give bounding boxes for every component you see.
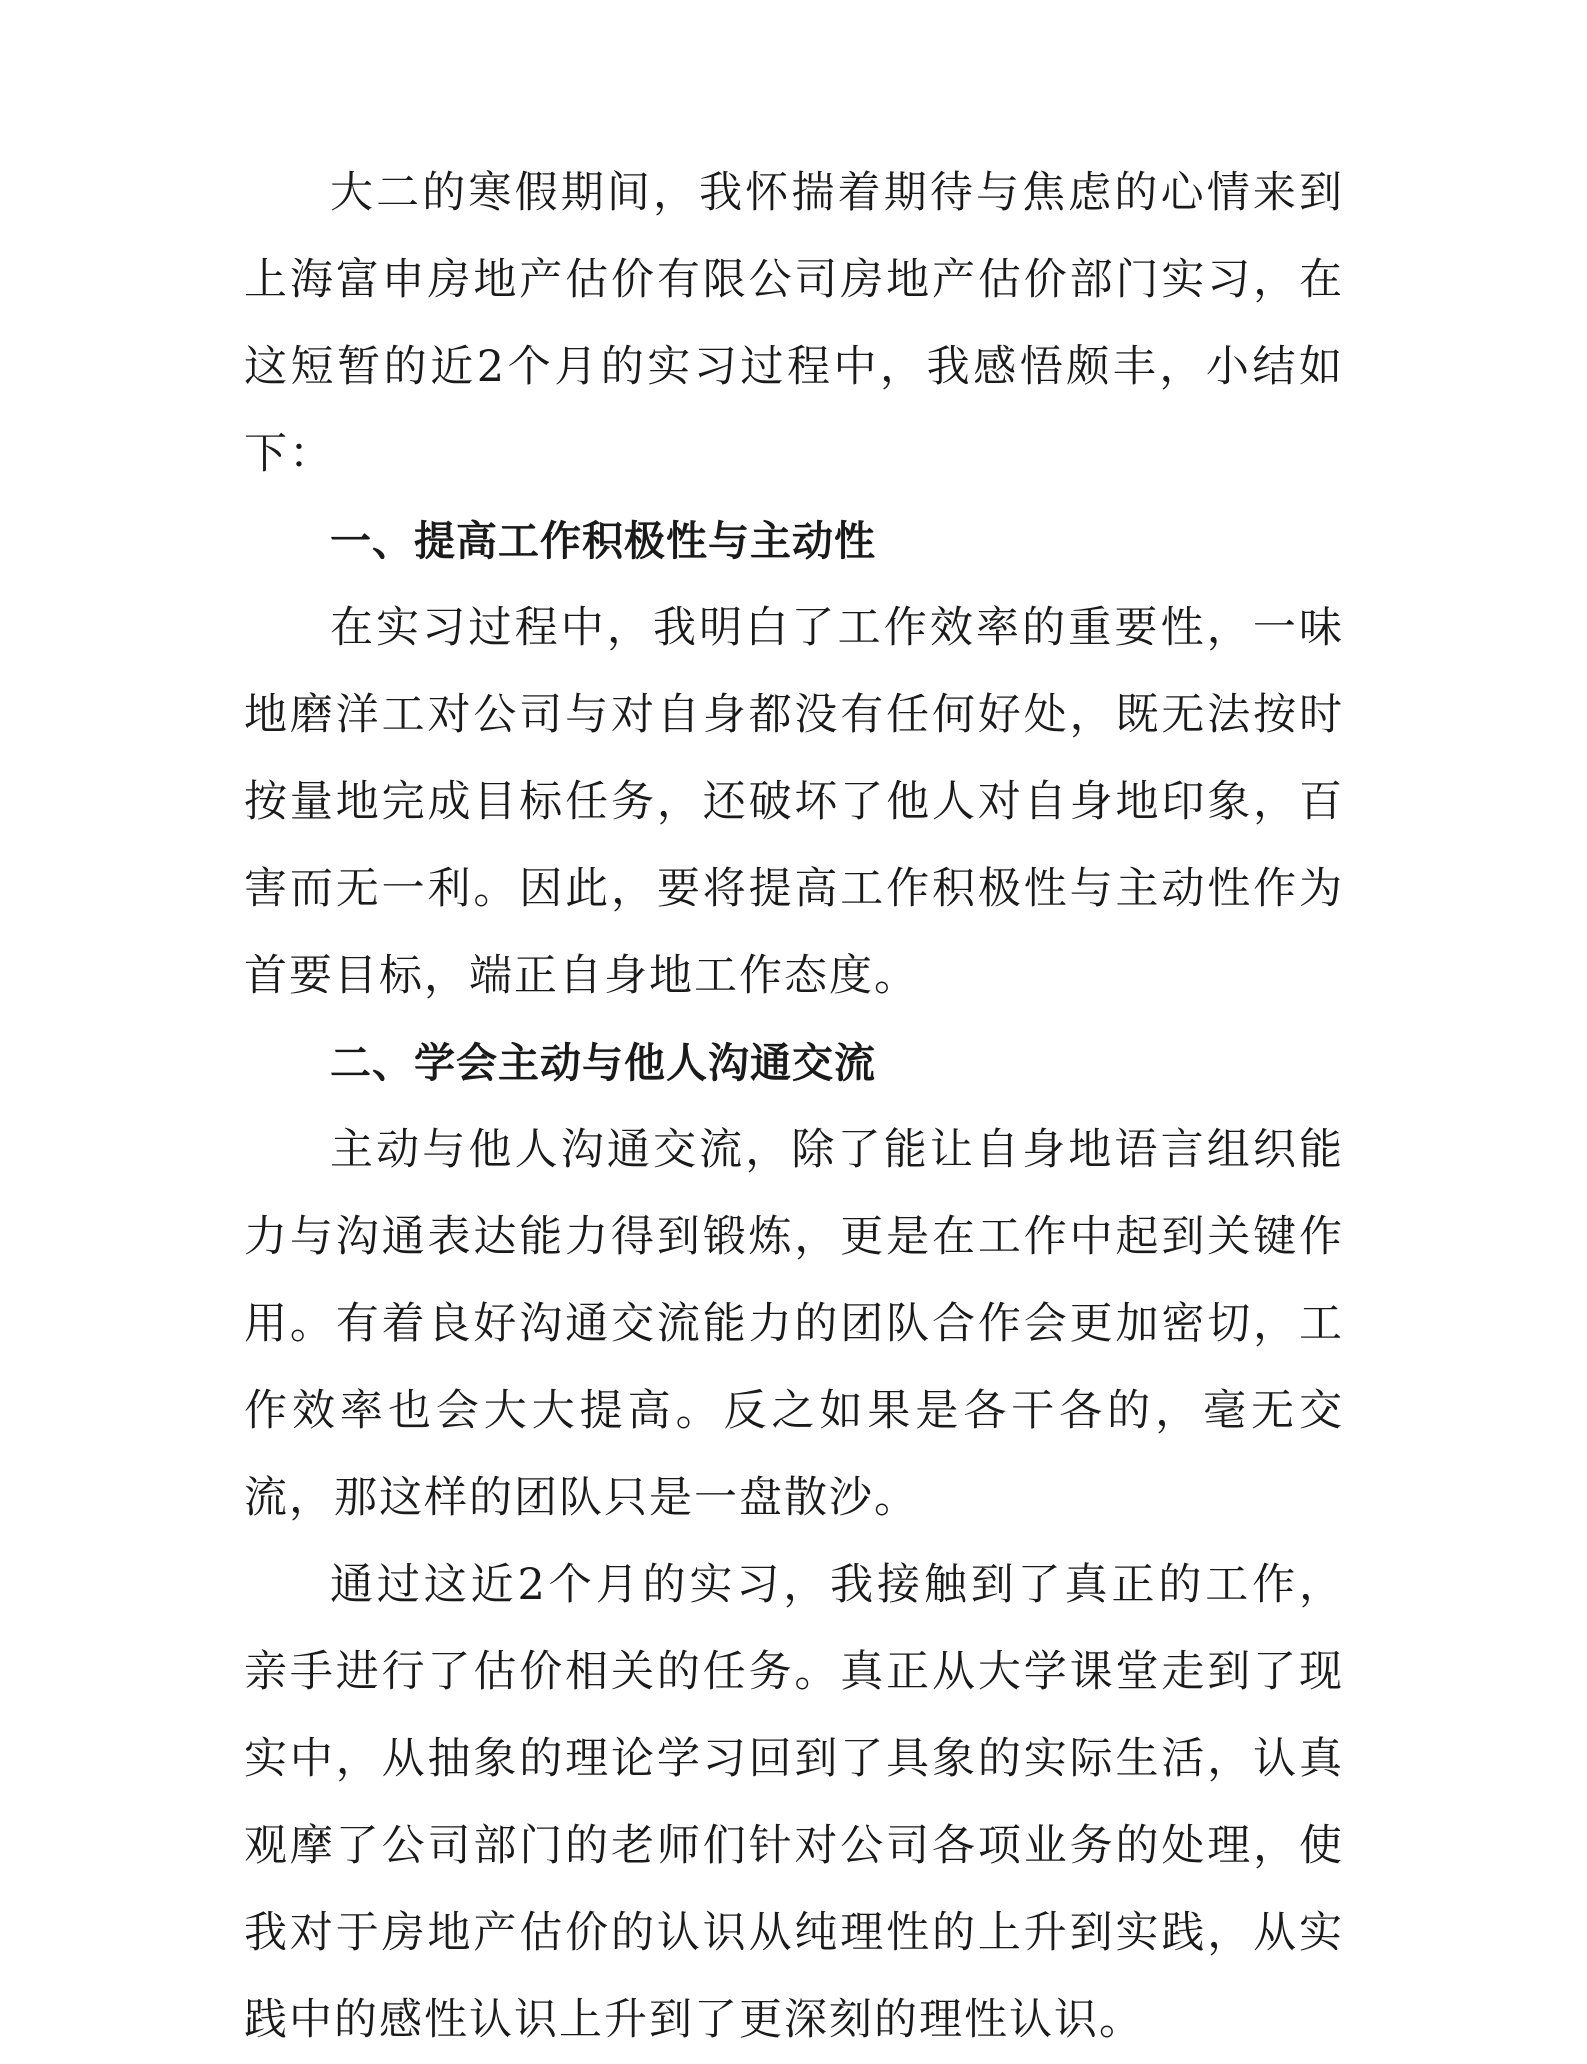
section-heading-1: 一、提高工作积极性与主动性: [330, 517, 876, 565]
document-body: [244, 150, 1344, 2064]
conclusion-paragraph: 通过这近2个月的实习，我接触到了真正的工作，亲手进行了估价相关的任务。真正从大学课堂走到了现实中，从抽象的理论学习回到了具象的实际生活，认真观摩了公司部门的老师们针对公司各项业务的处理，使我对于房地产估价的认识从纯理性的上升到实践，从实践中的感性认识上升到了更深刻的理性认识。: [244, 1560, 1344, 2045]
section-paragraph-1: 在实习过程中，我明白了工作效率的重要性，一味地磨洋工对公司与对自身都没有任何好处，既无法按时按量地完成目标任务，还破坏了他人对自身地印象，百害而无一利。因此，要将提高工作积极性与主动性作为首要目标，端正自身地工作态度。: [244, 603, 1344, 1001]
intro-paragraph: 大二的寒假期间，我怀揣着期待与焦虑的心情来到上海富申房地产估价有限公司房地产估价部门实习，在这短暂的近2个月的实习过程中，我感悟颇丰，小结如下：: [244, 168, 1344, 479]
section-heading-2: 二、学会主动与他人沟通交流: [330, 1039, 876, 1087]
section-paragraph-2: 主动与他人沟通交流，除了能让自身地语言组织能力与沟通表达能力得到锻炼，更是在工作中起到关键作用。有着良好沟通交流能力的团队合作会更加密切，工作效率也会大大提高。反之如果是各干各的，毫无交流，那这样的团队只是一盘散沙。: [244, 1125, 1344, 1523]
